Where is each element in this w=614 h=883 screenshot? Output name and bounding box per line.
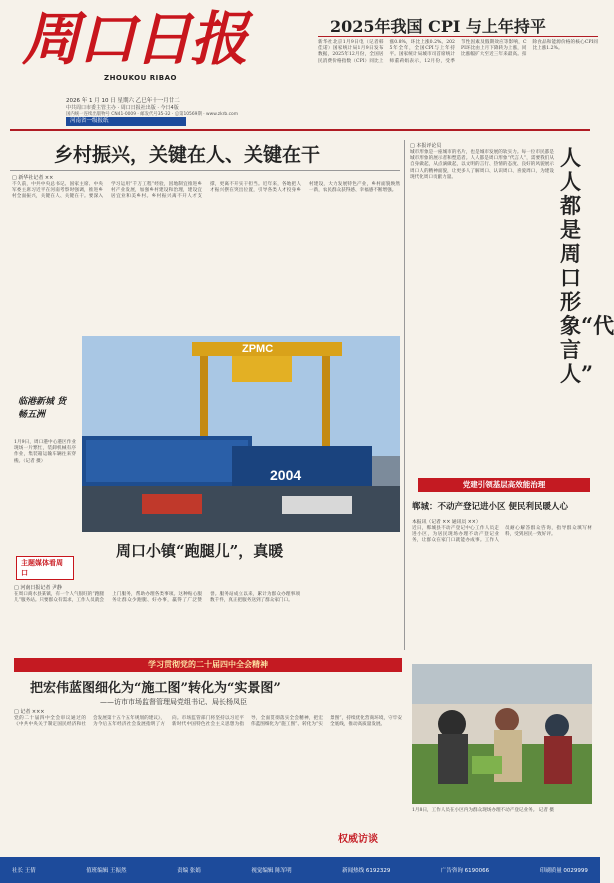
footer-item: 广告咨询 6190066 <box>440 868 490 874</box>
footer-item: 社长 王倩 <box>12 868 36 874</box>
top-news-headline: 2025年我国 CPI 与上年持平 <box>330 17 546 36</box>
lead-rule <box>10 170 400 171</box>
party-headline: 郸城：不动产登记进小区 便民利民暖人心 <box>412 502 568 512</box>
photo-caption-title: 临港新城 货畅五洲 <box>18 397 67 420</box>
party-byline: 本报讯（记者 ×× 通讯员 ××） <box>412 520 481 525</box>
top-news-body: 新华社北京1月9日电（记者韩佳诺）国家统计局1月9日发布数据，2025年12月份，全国居民消费价格指数（CPI）同比上涨0.8%，环比上涨0.2%。2025年全年，全国CPI与上年持平。国家统计局城市司首席统计师董莉娟表示，12月份，受季节性因素及假期效应等影响，CPI环比由上月下降转为上涨，同比涨幅扩大至近三年来最高。扣除食品和能源价格的核心CPI同比上涨1.2%。 <box>318 40 598 64</box>
lead-headline: 乡村振兴，关键在人、关键在干 <box>54 144 321 166</box>
field-photo <box>412 664 592 804</box>
commentary-headline: 人人都是周口形象“代言人” <box>560 145 614 386</box>
party-photo-caption: 1月8日，工作人员在小区内为群众现场办理不动产登记业务。 记者 摄 <box>412 808 554 813</box>
masthead-tag <box>66 117 186 126</box>
section-tag <box>16 556 74 580</box>
commentary-label: □ 本报评论员 <box>410 143 442 149</box>
bottom-box-label: 权威访谈 <box>338 834 378 845</box>
port-photo-svg <box>82 336 400 532</box>
bottom-subhead: ——访市市场监督管理局党组书记、局长杨凤臣 <box>100 698 247 706</box>
section-tag-label: 主题媒体看周口 <box>21 559 63 577</box>
bottom-headline: 把宏伟蓝图细化为“施工图”转化为“实景图” <box>30 681 281 696</box>
party-banner <box>418 478 590 492</box>
bottom-kicker-band <box>14 658 402 672</box>
footer-item: 责编 张娟 <box>177 868 201 874</box>
right-column-divider <box>404 140 405 650</box>
commentary-body: 城市形象是一座城市的名片，也是城市发展的软实力。每一位市民都是城市形象的展示者和塑造者。人人都是周口形象“代言人”，需要我们从自身做起，从点滴做起，以文明的言行、热情的态度、良好的风貌展示周口人的精神面貌，让更多人了解周口、认识周口、喜爱周口，为建设现代化周口贡献力量。 <box>410 150 554 180</box>
mid-headline: 周口小镇“跑腿儿”，真暖 <box>116 542 284 560</box>
footer-item: 新闻热线 6192329 <box>342 868 391 874</box>
mid-byline: □ 河南日报记者 尹静 <box>14 585 62 591</box>
masthead-title: 周口日报 <box>22 5 247 73</box>
footer-item: 印刷质量 0029999 <box>539 868 588 874</box>
top-news-rule <box>318 36 598 37</box>
party-banner-label: 党建引领基层高效能治理 <box>462 480 546 489</box>
mid-body: 在周口商水县某镇，有一个人气很旺的“跑腿儿”服务站。只要群众有需求，工作人员就会上门服务，帮助办理各类事项。这种贴心服务让群众少跑腿、好办事，赢得了广泛赞誉。服务站成立以来，累计为群众办理事项数千件，真正把服务送到了群众家门口。 <box>14 592 300 604</box>
photo-caption: 1月9日，周口港中心港区作业现场一片繁忙，装卸机械有序作业，集装箱运输车辆往来穿梭。（记者 摄） <box>14 440 76 464</box>
date-line: 2026 年 1 月 10 日 星期六 乙巳年十一月廿二 <box>66 98 180 104</box>
masthead <box>0 0 600 124</box>
crane-sign: ZPMC <box>242 343 274 355</box>
code-line: 国内统一连续出版物号 CN41-0009 · 邮发代号35-32 · 总第10569期 · www.zkrb.com <box>66 112 238 117</box>
footer-item: 值班编辑 王振然 <box>86 868 127 874</box>
field-photo-svg <box>412 664 592 804</box>
masthead-pinyin: ZHOUKOU RIBAO <box>104 74 177 82</box>
bottom-body: 党的二十届四中全会审议通过的《中共中央关于制定国民经济和社会发展第十五个五年规划的建议》，为今后五年经济社会发展指明了方向。市场监管部门将坚持以习近平新时代中国特色社会主义思想为指导，全面贯彻落实全会精神，把宏伟蓝图细化为“施工图”、转化为“实景图”，持续优化营商环境，守牢安全底线，推动高质量发展。 <box>14 716 402 728</box>
bottom-byline: □ 记者 ××× <box>14 709 45 715</box>
footer-bar <box>0 857 600 883</box>
container-number: 2004 <box>270 467 302 483</box>
info-line: 中共周口市委主管主办 · 周口日报社出版 · 今日4版 <box>66 105 179 111</box>
masthead-divider <box>10 129 590 131</box>
footer-items <box>0 857 600 883</box>
port-photo <box>82 336 400 532</box>
masthead-tag-label: 河南省一级报纸 <box>70 118 109 124</box>
party-body: 近日，郸城县不动产登记中心工作人员走进小区，为居民现场办理不动产登记业务，让群众在家门口就能办成事。工作人员耐心解答群众咨询，指导群众填写材料，受到居民一致好评。 <box>412 526 592 544</box>
lead-body: 不久前，中共中央总书记、国家主席、中央军委主席习近平在河南考察时强调，推进乡村全面振兴，关键在人、关键在干。要深入学习运用“千万工程”经验，因地制宜推进乡村产业发展，加强乡村建设和治理，建设宜居宜业和美乡村。乡村振兴离不开人才支撑，更离不开实干担当。近年来，各地把人才振兴摆在突出位置，引导各类人才投身乡村建设，大力发展特色产业，乡村面貌焕然一新，农民群众获得感、幸福感不断增强。 <box>12 182 400 200</box>
lead-byline: □ 新华社记者 ×× <box>12 175 54 181</box>
footer-item: 视觉编辑 陈军明 <box>251 868 292 874</box>
bottom-kicker: 学习贯彻党的二十届四中全会精神 <box>148 660 268 669</box>
